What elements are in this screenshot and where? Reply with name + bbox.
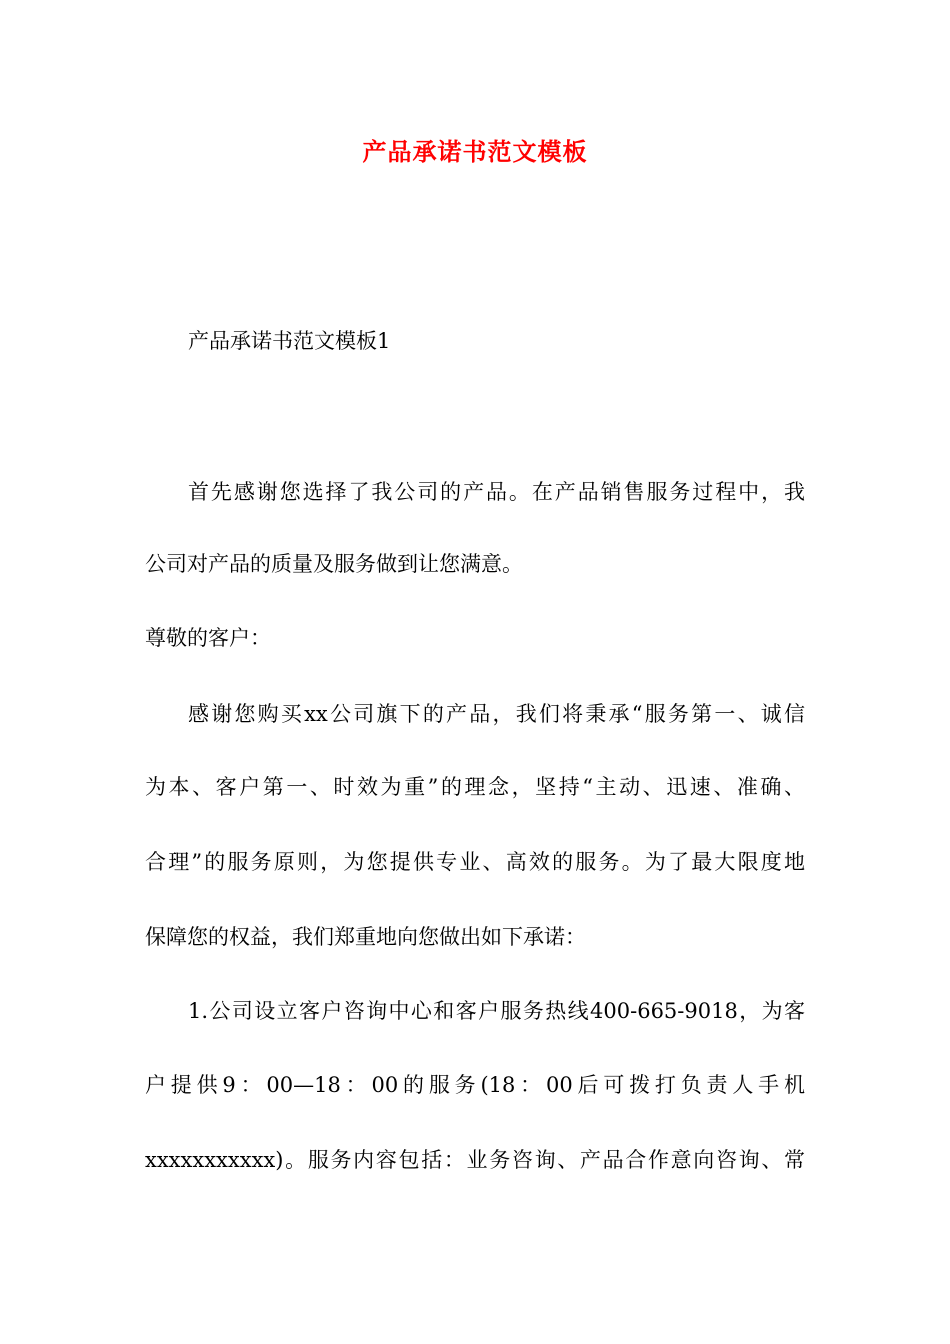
paragraph1-line-4: 保障您的权益，我们郑重地向您做出如下承诺： bbox=[145, 925, 586, 949]
item1-line-3: xxxxxxxxxxx)。服务内容包括：业务咨询、产品合作意向咨询、常 bbox=[145, 1148, 805, 1172]
salutation: 尊敬的客户： bbox=[145, 626, 271, 650]
item1-line-1: 1.公司设立客户咨询中心和客户服务热线400-665-9018，为客 bbox=[188, 999, 805, 1023]
paragraph1-line-2: 为本、客户第一、时效为重”的理念，坚持“主动、迅速、准确、 bbox=[145, 775, 805, 799]
intro-line-2: 公司对产品的质量及服务做到让您满意。 bbox=[145, 552, 523, 576]
document-title: 产品承诺书范文模板 bbox=[362, 137, 588, 166]
paragraph1-line-3: 合理”的服务原则，为您提供专业、高效的服务。为了最大限度地 bbox=[145, 850, 805, 874]
paragraph1-line-1: 感谢您购买xx公司旗下的产品，我们将秉承“服务第一、诚信 bbox=[188, 702, 805, 726]
intro-line-1: 首先感谢您选择了我公司的产品。在产品销售服务过程中，我 bbox=[188, 480, 805, 504]
section-heading: 产品承诺书范文模板1 bbox=[188, 329, 391, 353]
item1-line-2: 户提供9：00—18：00的服务(18：00后可拨打负责人手机 bbox=[145, 1073, 805, 1097]
